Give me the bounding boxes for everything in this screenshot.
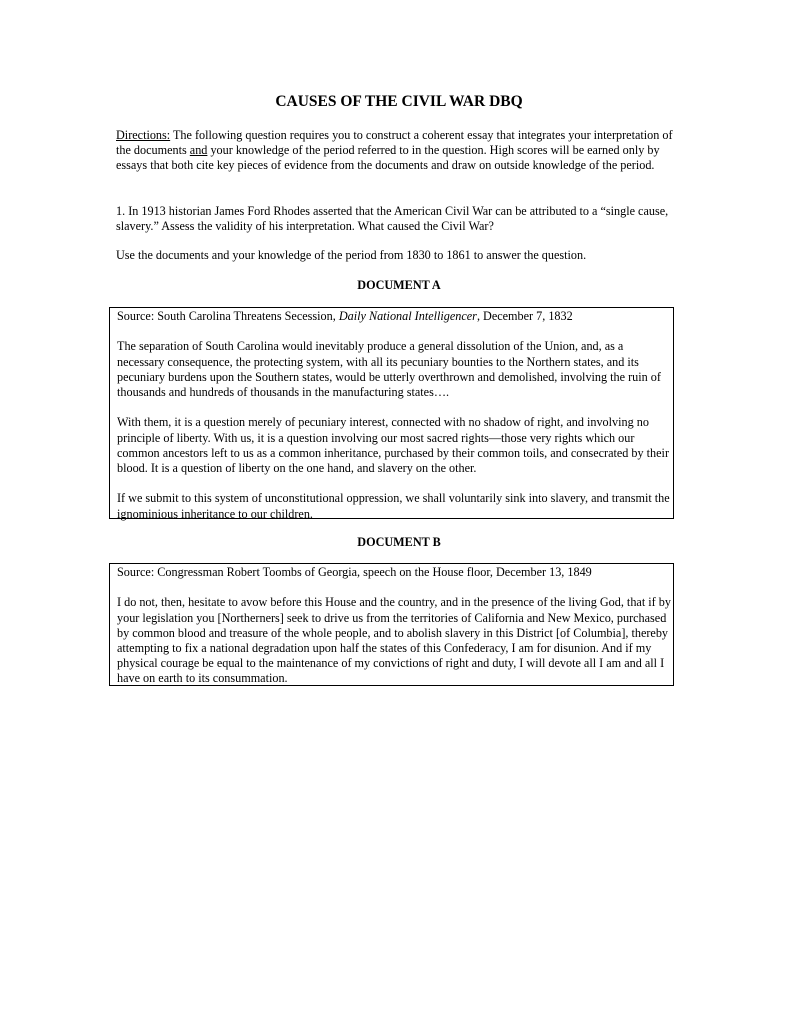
document-a-source — [117, 309, 673, 324]
document-b-paragraph: I do not, then, hesitate to avow before this House and the country, and in the presence of the living God, that if by your legislation you [Northerners] seek to drive us from the territories of California and New Mexico, purchased by common blood and treasure of the whole people, and to abolish slavery in this District [of Columbia], thereby attempting to fix a national degradation upon half the states of this Confederacy, I am for disunion. And if my physical courage be equal to the maintenance of my convictions of right and duty, I will devote all I am and all I have on earth to its consummation. — [117, 595, 671, 686]
document-a-source-date: , December 7, 1832 — [476, 309, 573, 323]
document-a-source-prefix: Source: South Carolina Threatens Secession, — [117, 309, 339, 323]
document-b-box — [109, 563, 674, 686]
directions-text-before: The following question requires you to construct a coherent essay that integrates your interpretation of the documents — [116, 128, 673, 158]
essay-question: 1. In 1913 historian James Ford Rhodes asserted that the American Civil War can be attributed to a “single cause, slavery.” Assess the validity of his interpretation. What caused the Civil War? — [116, 204, 669, 234]
document-a-heading: DOCUMENT A — [357, 278, 441, 292]
document-a-paragraph: The separation of South Carolina would inevitably produce a general dissolution of the Union, and, as a necessary consequence, the protecting system, with all its pecuniary bounties to the Northern states, and its pecuniary burdens upon the Southern states, would be utterly overthrown and demolished, involving the ruin of thousands and hundreds of thousands in the manufacturing states…. — [117, 339, 661, 399]
document-a-source-publication: Daily National Intelligencer — [338, 309, 477, 323]
use-documents-instruction: Use the documents and your knowledge of the period from 1830 to 1861 to answer the question. — [116, 248, 587, 262]
document-a-paragraph: If we submit to this system of unconstitutional oppression, we shall voluntarily sink into slavery, and transmit the ignominious inheritance to our children. — [117, 491, 670, 521]
directions-underlined-word: and — [189, 143, 208, 158]
document-b-heading: DOCUMENT B — [357, 535, 441, 549]
directions-label: Directions: — [116, 128, 171, 142]
document-a-paragraph: With them, it is a question merely of pecuniary interest, connected with no shadow of right, and involving no principle of liberty. With us, it is a question involving our most sacred rights—those very rights which our common ancestors left to us as a common inheritance, purchased by their common toils, and consecrated by their blood. It is a question of liberty on the one hand, and slavery on the other. — [117, 415, 669, 475]
directions-paragraph — [116, 128, 682, 174]
document-a-box — [109, 307, 674, 519]
document-b-source: Source: Congressman Robert Toombs of Georgia, speech on the House floor, December 13, 1849 — [117, 565, 592, 579]
directions-text-after: your knowledge of the period referred to in the question. High scores will be earned only by essays that both cite key pieces of evidence from the documents and draw on outside knowledge of the period. — [116, 143, 660, 173]
page-title: CAUSES OF THE CIVIL WAR DBQ — [275, 93, 523, 110]
